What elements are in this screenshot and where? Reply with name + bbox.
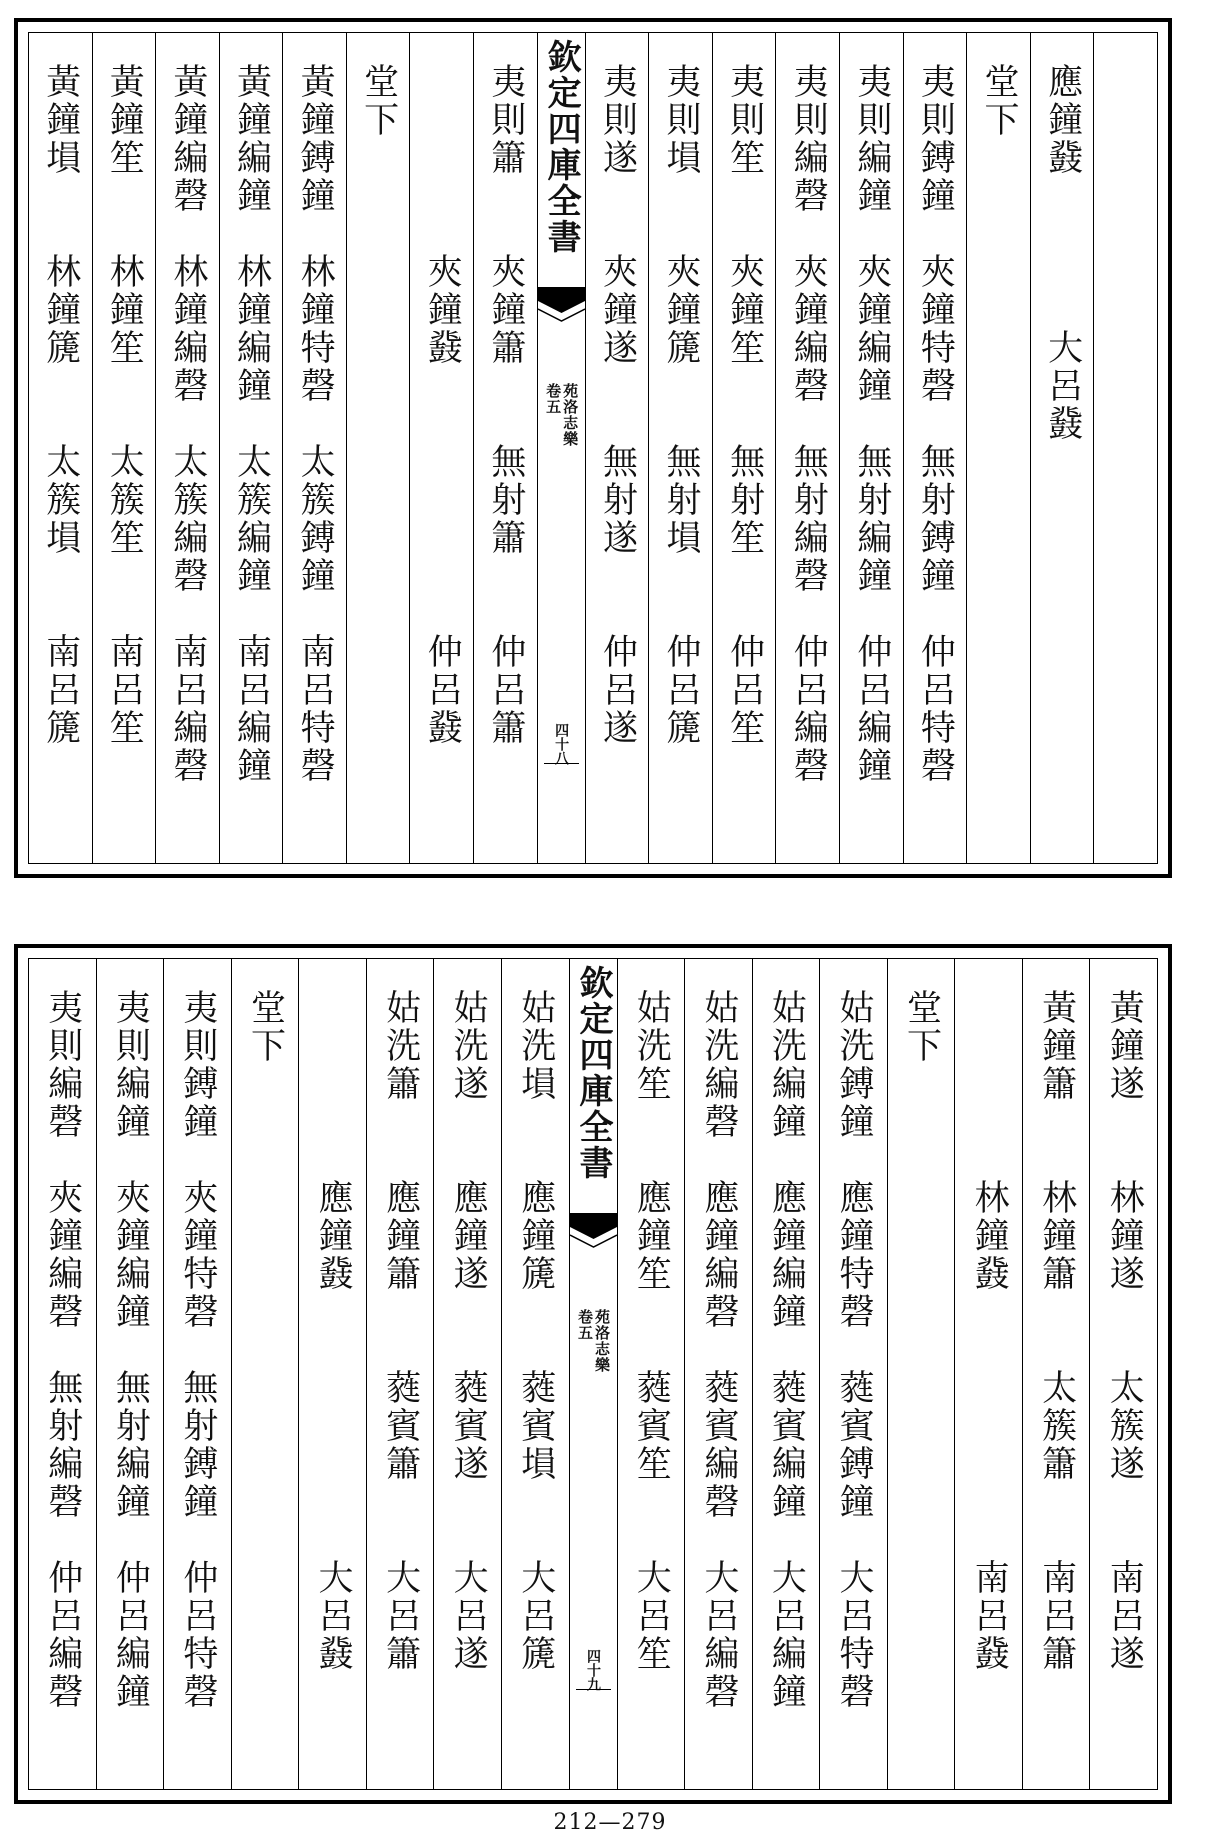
column-text: 堂下 [245, 989, 286, 1065]
column-text: 黃鐘鎛鐘 林鐘特磬 太簇鎛鐘 南呂特磬 [295, 63, 336, 785]
column-text: 夷則笙 夾鐘笙 無射笙 仲呂笙 [724, 63, 765, 747]
text-column [92, 33, 156, 863]
text-column [231, 959, 299, 1789]
text-column [712, 33, 776, 863]
column-text: 姑洗簫 應鐘簫 蕤賓簫 大呂簫 [380, 989, 421, 1673]
column-text: 林鐘鼗 南呂鼗 [969, 989, 1010, 1673]
text-column [954, 959, 1022, 1789]
column-text: 堂下 [979, 63, 1020, 139]
column-text: 夷則塤 夾鐘篪 無射塤 仲呂篪 [661, 63, 702, 747]
work-title: 苑洛志樂 [593, 1309, 611, 1373]
text-column [684, 959, 752, 1789]
column-text: 黃鐘編鐘 林鐘編鐘 太簇編鐘 南呂編鐘 [231, 63, 272, 785]
text-column [887, 959, 955, 1789]
text-column [752, 959, 820, 1789]
text-column [1022, 959, 1090, 1789]
column-text: 應鐘鼗 大呂鼗 [313, 989, 354, 1673]
text-column [585, 33, 649, 863]
text-column [903, 33, 967, 863]
divider [576, 1689, 611, 1690]
text-column [163, 959, 231, 1789]
column-text: 姑洗笙 應鐘笙 蕤賓笙 大呂笙 [631, 989, 672, 1673]
text-column [966, 33, 1030, 863]
book-title: 欽定四庫全書 [541, 39, 582, 255]
center-margin-column [537, 33, 585, 863]
text-column [155, 33, 219, 863]
text-column [1093, 33, 1157, 863]
text-column [29, 959, 96, 1789]
column-text: 應鐘鼗 大呂鼗 [1042, 63, 1083, 443]
column-text: 黃鐘遂 林鐘遂 太簇遂 南呂遂 [1104, 989, 1145, 1673]
fishtail-mark-icon [538, 287, 585, 323]
text-column [409, 33, 473, 863]
folio-number: 四十九 [585, 1649, 601, 1691]
page-frame [28, 32, 1158, 864]
column-text: 夷則編磬 夾鐘編磬 無射編磬 仲呂編磬 [788, 63, 829, 785]
book-title: 欽定四庫全書 [573, 965, 613, 1181]
chapter-label [544, 383, 580, 447]
book-page-bottom [14, 944, 1172, 1804]
text-column [1089, 959, 1157, 1789]
column-text: 夷則鎛鐘 夾鐘特磬 無射鎛鐘 仲呂特磬 [915, 63, 956, 785]
text-column [473, 33, 537, 863]
column-text: 夷則編磬 夾鐘編磬 無射編磬 仲呂編磬 [42, 989, 83, 1711]
column-text: 夷則簫 夾鐘簫 無射簫 仲呂簫 [485, 63, 526, 747]
text-column [648, 33, 712, 863]
page-footer-number: 212—279 [553, 1810, 667, 1835]
chapter-label [577, 1309, 609, 1373]
work-title: 苑洛志樂 [561, 383, 580, 447]
column-text: 黃鐘笙 林鐘笙 太簇笙 南呂笙 [104, 63, 145, 747]
text-column [839, 33, 903, 863]
text-column [775, 33, 839, 863]
column-text: 夷則遂 夾鐘遂 無射遂 仲呂遂 [597, 63, 638, 747]
text-column [433, 959, 501, 1789]
text-column [282, 33, 346, 863]
column-text: 姑洗塤 應鐘篪 蕤賓塤 大呂篪 [515, 989, 556, 1673]
column-text: 黃鐘編磬 林鐘編磬 太簇編磬 南呂編磬 [167, 63, 208, 785]
volume-label: 卷五 [576, 1309, 594, 1341]
text-column [219, 33, 283, 863]
column-text: 夷則編鐘 夾鐘編鐘 無射編鐘 仲呂編鐘 [110, 989, 151, 1711]
column-text: 堂下 [901, 989, 942, 1065]
divider [544, 763, 579, 764]
center-margin-column [569, 959, 617, 1789]
column-text: 夾鐘鼗 仲呂鼗 [422, 63, 463, 747]
fishtail-mark-icon [570, 1213, 617, 1249]
text-column [29, 33, 92, 863]
text-column [366, 959, 434, 1789]
column-text: 夷則鎛鐘 夾鐘特磬 無射鎛鐘 仲呂特磬 [177, 989, 218, 1711]
column-text: 黃鐘簫 林鐘簫 太簇簫 南呂簫 [1036, 989, 1077, 1673]
text-column [617, 959, 685, 1789]
text-column [346, 33, 410, 863]
column-text: 夷則編鐘 夾鐘編鐘 無射編鐘 仲呂編鐘 [851, 63, 892, 785]
text-column [298, 959, 366, 1789]
page-frame [28, 958, 1158, 1790]
text-column [501, 959, 569, 1789]
text-column [96, 959, 164, 1789]
column-text: 姑洗鎛鐘 應鐘特磬 蕤賓鎛鐘 大呂特磬 [833, 989, 874, 1711]
column-text: 姑洗編磬 應鐘編磬 蕤賓編磬 大呂編磬 [698, 989, 739, 1711]
column-text: 姑洗遂 應鐘遂 蕤賓遂 大呂遂 [448, 989, 489, 1673]
text-column [1030, 33, 1094, 863]
volume-label: 卷五 [544, 383, 563, 415]
book-page-top [14, 18, 1172, 878]
column-text: 堂下 [358, 63, 399, 139]
folio-number: 四十八 [553, 723, 570, 765]
column-text: 黃鐘塤 林鐘篪 太簇塤 南呂篪 [40, 63, 81, 747]
column-text: 姑洗編鐘 應鐘編鐘 蕤賓編鐘 大呂編鐘 [766, 989, 807, 1711]
text-column [819, 959, 887, 1789]
